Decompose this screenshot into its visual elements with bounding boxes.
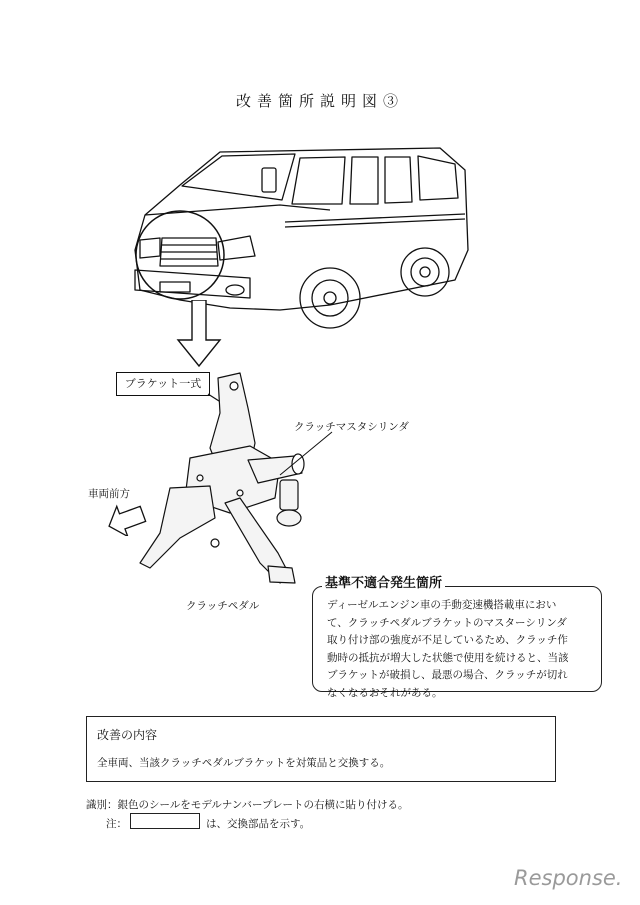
page-title: 改善箇所説明図③ [235,92,404,110]
note-suffix: は、交換部品を示す。 [206,818,311,830]
improvement-heading: 改善の内容 [97,728,158,742]
master-cylinder-label: クラッチマスタシリンダ [294,421,409,433]
response-logo: Response. [514,866,623,890]
issue-line: 動時の抵抗が増大した状態で使用を続けると、当該 [327,651,569,664]
identification-note: 識別：銀色のシールをモデルナンバープレートの右横に貼り付ける。 [86,799,409,811]
issue-heading: 基準不適合発生箇所 [322,572,445,591]
issue-line: て、クラッチペダルブラケットのマスターシリンダ [327,616,567,629]
vehicle-front-arrow-icon [104,500,148,536]
master-cylinder-leader [270,430,340,480]
issue-line: 取り付け部の強度が不足しているため、クラッチ作 [327,634,568,646]
down-arrow-icon [168,300,238,372]
issue-line: ブラケットが破損し、最悪の場合、クラッチが切れ [327,669,568,681]
improvement-box [86,716,556,782]
bracket-assembly-label: ブラケット一式 [116,372,210,396]
vehicle-front-label: 車両前方 [88,488,130,500]
clutch-pedal-label: クラッチペダル [186,600,260,612]
issue-line: なくなるおそれがある。 [327,686,443,699]
issue-line: ディーゼルエンジン車の手動変速機搭載車におい [327,599,557,611]
replacement-part-legend-box [130,813,200,829]
improvement-text: 全車両、当該クラッチペダルブラケットを対策品と交換する。 [97,757,391,769]
issue-description-box [312,586,602,699]
note-prefix: 注： [106,818,127,830]
